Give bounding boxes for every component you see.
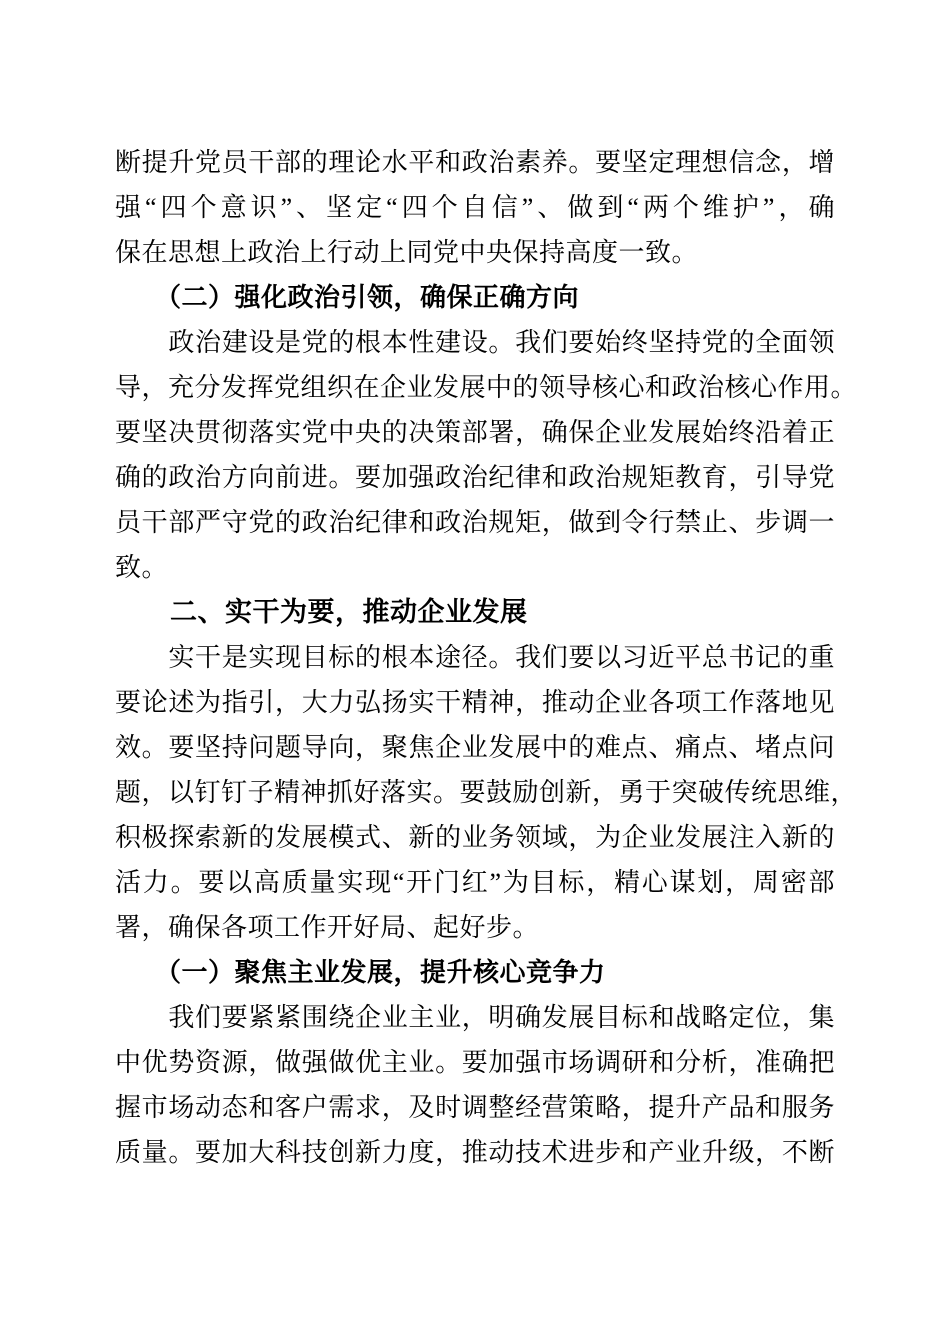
text-line: 实干是实现目标的根本途径。我们要以习近平总书记的重	[115, 643, 835, 672]
text-line: 要坚决贯彻落实党中央的决策部署，确保企业发展始终沿着正	[115, 418, 835, 447]
text-line: 积极探索新的发展模式、新的业务领域，为企业发展注入新的	[115, 823, 835, 852]
paragraph-political-construction	[115, 320, 858, 590]
text-line: 我们要紧紧围绕企业主业，明确发展目标和战略定位，集	[115, 1003, 835, 1032]
text-line: （一）聚焦主业发展，提升核心竞争力	[115, 958, 606, 987]
text-line: 署，确保各项工作开好局、起好步。	[115, 913, 540, 942]
paragraph-theory-continuation	[115, 140, 835, 275]
text-line: 活力。要以高质量实现“开门红”为目标，精心谋划，周密部	[115, 868, 835, 897]
text-line: 强“四个意识”、坚定“四个自信”、做到“两个维护”，确	[115, 193, 835, 222]
text-line: 确的政治方向前进。要加强政治纪律和政治规矩教育，引导党	[115, 463, 835, 492]
text-line: 握市场动态和客户需求，及时调整经营策略，提升产品和服务	[115, 1093, 835, 1122]
text-line: 政治建设是党的根本性建设。我们要始终坚持党的全面领	[115, 328, 835, 357]
text-line: （二）强化政治引领，确保正确方向	[115, 283, 580, 312]
text-line: 中优势资源，做强做优主业。要加强市场调研和分析，准确把	[115, 1048, 835, 1077]
text-line: 要论述为指引，大力弘扬实干精神，推动企业各项工作落地见	[115, 688, 835, 717]
text-line: 效。要坚持问题导向，聚焦企业发展中的难点、痛点、堵点问	[115, 733, 835, 762]
document-content	[115, 140, 858, 1175]
text-line: 员干部严守党的政治纪律和政治规矩，做到令行禁止、步调一	[115, 508, 835, 537]
text-line: 质量。要加大科技创新力度，推动技术进步和产业升级，不断	[115, 1138, 835, 1167]
text-line: 导，充分发挥党组织在企业发展中的领导核心和政治核心作用。	[115, 373, 858, 402]
subheading-2-political-guidance	[115, 275, 835, 320]
text-line: 致。	[115, 553, 169, 582]
text-line: 断提升党员干部的理论水平和政治素养。要坚定理想信念，增	[115, 148, 835, 177]
text-line: 题，以钉钉子精神抓好落实。要鼓励创新，勇于突破传统思维，	[115, 778, 858, 807]
paragraph-hard-work	[115, 635, 858, 950]
text-line: 二、实干为要，推动企业发展	[115, 597, 528, 627]
subheading-1-main-business	[115, 950, 835, 995]
section-heading-2-hard-work	[115, 590, 835, 635]
text-line: 保在思想上政治上行动上同党中央保持高度一致。	[115, 238, 699, 267]
paragraph-main-business	[115, 995, 835, 1175]
